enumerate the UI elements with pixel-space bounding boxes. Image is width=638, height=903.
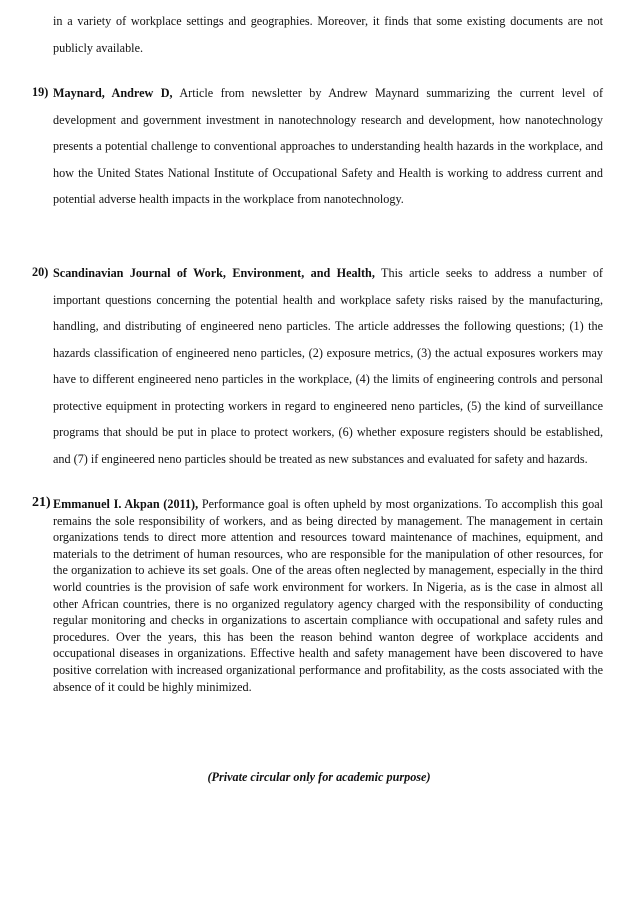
reference-entry-21	[32, 496, 603, 695]
intro-text: in a variety of workplace settings and geographies. Moreover, it finds that some existing documents are not publicly available.	[53, 14, 603, 55]
entry-number: 20)	[32, 265, 49, 279]
entry-number: 19)	[32, 85, 49, 99]
entry-paragraph	[53, 80, 603, 213]
reference-entry-20	[32, 260, 603, 472]
entry-title: Scandinavian Journal of Work, Environment, and Health,	[53, 266, 375, 280]
entry-title: Emmanuel I. Akpan (2011),	[53, 497, 199, 511]
entry-body: Performance goal is often upheld by most organizations. To accomplish this goal remains the sole responsibility of workers, and as being directed by management. The management in certain organizations tends to direct more attention and resources toward maintenance of machines, equipment, and materials to the detriment of human resources, who are responsible for the manipulation of other resources, for the organization to achieve its set goals. One of the areas often neglected by management, especially in the third world countries is the provision of safe work environment for workers. In Nigeria, as is the case in almost all other African countries, there is no organized regulatory agency charged with the responsibility of conducting regular monitoring and checks in organizations to ascertain compliance with occupational and safety rules and procedures. Over the years, this has been the reason behind wanton degree of workplace accidents and occupational diseases in organizations. Effective health and safety management have been discovered to have positive correlation with increased organizational performance and profitability, as the costs associated with the absence of it could be highly minimized.	[53, 497, 603, 694]
entry-title: Maynard, Andrew D,	[53, 86, 173, 100]
footer-note: (Private circular only for academic purpose)	[207, 770, 431, 784]
entry-body: Article from newsletter by Andrew Maynard summarizing the current level of development and government investment in nanotechnology research and development, how nanotechnology presents a potential challenge to conventional approaches to understanding health hazards in the workplace, and how the United States National Institute of Occupational Safety and Health is working to address current and potential adverse health impacts in the workplace from nanotechnology.	[53, 86, 603, 206]
entry-paragraph	[53, 260, 603, 472]
entry-body: This article seeks to address a number of important questions concerning the potential health and workplace safety risks raised by the manufacturing, handling, and distributing of engineered neno particles. The article addresses the following questions; (1) the hazards classification of engineered neno particles, (2) exposure metrics, (3) the actual exposures workers may have to different engineered neno particles in the workplace, (4) the limits of engineering controls and personal protective equipment in protecting workers in regard to engineered neno particles, (5) the kind of surveillance programs that should be put in place to protect workers, (6) whether exposure registers should be established, and (7) if engineered neno particles should be treated as new substances and evaluated for safety and hazards.	[53, 266, 603, 466]
reference-entry-19	[32, 80, 603, 213]
entry-paragraph	[53, 496, 603, 695]
entry-number: 21)	[32, 495, 51, 510]
intro-paragraph	[53, 8, 603, 61]
